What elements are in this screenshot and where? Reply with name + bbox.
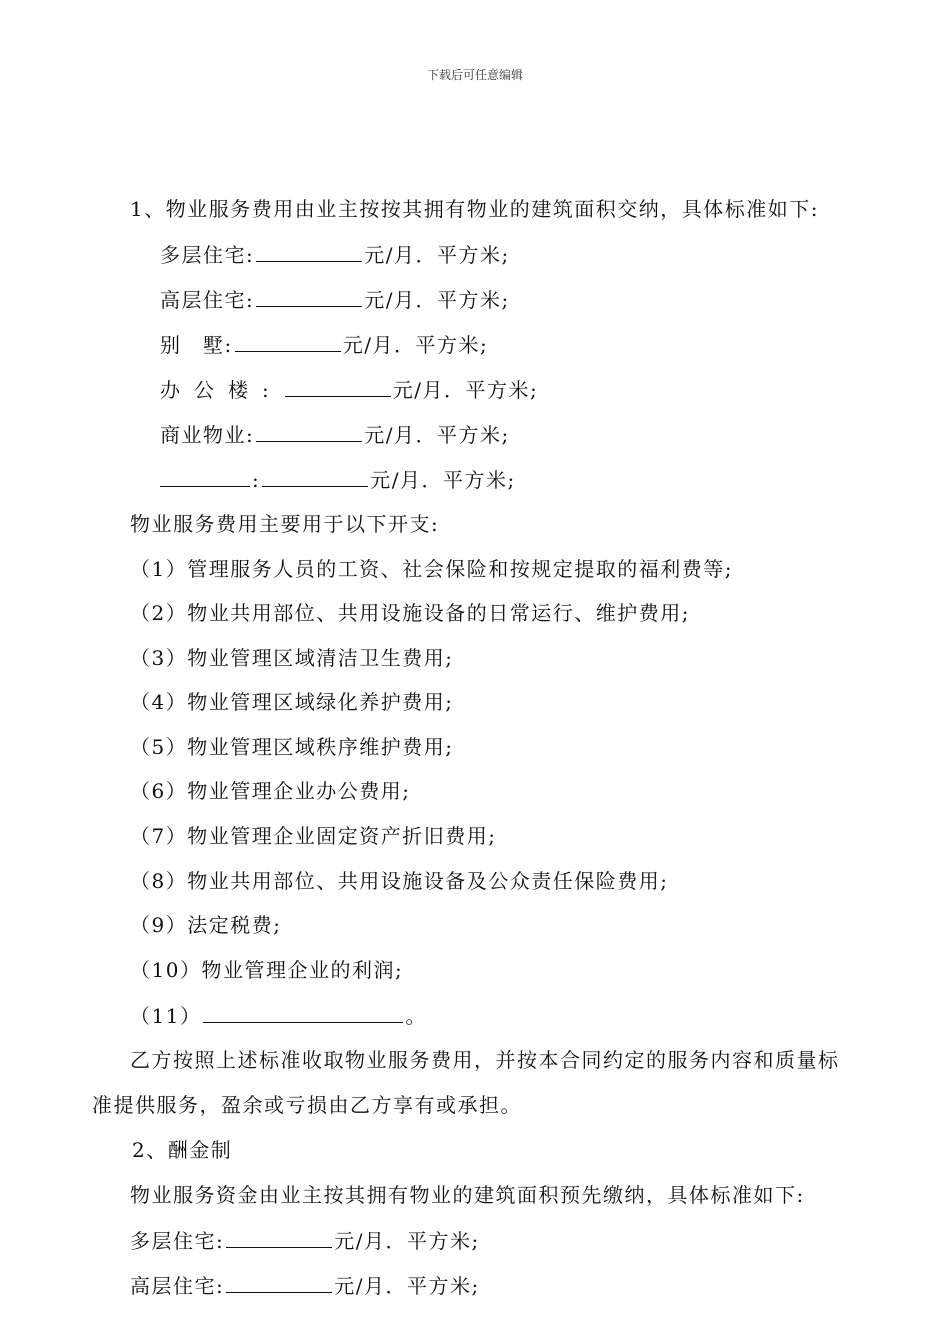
rate-unit: 元/月．平方米; — [334, 1274, 480, 1298]
rate-label: 高层住宅: — [130, 1274, 225, 1298]
rate-blank[interactable] — [262, 466, 368, 487]
expense-intro: 物业服务费用主要用于以下开支: — [130, 512, 440, 536]
rate-label: 多层住宅: — [130, 1229, 225, 1253]
rate-label: 商业物业: — [160, 423, 255, 447]
expense-11-suffix: 。 — [405, 1004, 427, 1028]
expense-11-blank[interactable] — [203, 1002, 403, 1023]
section2-intro: 物业服务资金由业主按其拥有物业的建筑面积预先缴纳，具体标准如下: — [130, 1183, 805, 1207]
expense-item: （10）物业管理企业的利润; — [130, 958, 404, 982]
rate-label: 别 墅: — [160, 333, 233, 357]
expense-item: （5）物业管理区域秩序维护费用; — [130, 735, 454, 759]
rate-unit: 元/月．平方米; — [334, 1229, 480, 1253]
rate-row-multistory — [160, 241, 510, 268]
rate-unit: 元/月．平方米; — [392, 378, 539, 402]
rate-unit: 元/月．平方米; — [364, 423, 510, 447]
rate-label-blank[interactable] — [160, 466, 250, 487]
rate-row-office — [160, 376, 538, 403]
rate-blank[interactable] — [226, 1227, 332, 1248]
expense-item: （9）法定税费; — [130, 913, 282, 937]
expense-item: （1）管理服务人员的工资、社会保险和按规定提取的福利费等; — [130, 557, 733, 581]
expense-item: （2）物业共用部位、共用设施设备的日常运行、维护费用; — [130, 601, 690, 625]
rate-row-other — [160, 466, 516, 493]
expense-item: （3）物业管理区域清洁卫生费用; — [130, 646, 454, 670]
rate-label: 办公楼: — [160, 378, 283, 402]
rate-blank[interactable] — [256, 286, 362, 307]
rate-row-villa — [160, 331, 488, 358]
rate-unit: 元/月．平方米; — [364, 288, 510, 312]
section1-intro: 1、物业服务费用由业主按按其拥有物业的建筑面积交纳，具体标准如下: — [130, 197, 819, 221]
section2-title: 2、酬金制 — [132, 1138, 233, 1162]
rate-label: : — [252, 468, 261, 492]
rate-row-commercial — [160, 421, 510, 448]
rate-blank[interactable] — [226, 1272, 332, 1293]
section2-rate-row-multistory — [130, 1227, 480, 1254]
expense-item: （8）物业共用部位、共用设施设备及公众责任保险费用; — [130, 869, 669, 893]
rate-unit: 元/月．平方米; — [364, 243, 510, 267]
rate-blank[interactable] — [285, 376, 391, 397]
rate-blank[interactable] — [235, 331, 341, 352]
rate-blank[interactable] — [256, 421, 362, 442]
section2-rate-row-highrise — [130, 1272, 480, 1299]
closing-line-2: 准提供服务，盈余或亏损由乙方享有或承担。 — [92, 1093, 522, 1117]
expense-item: （4）物业管理区域绿化养护费用; — [130, 690, 454, 714]
rate-label: 高层住宅: — [160, 288, 255, 312]
rate-blank[interactable] — [256, 241, 362, 262]
rate-label: 多层住宅: — [160, 243, 255, 267]
expense-item: （6）物业管理企业办公费用; — [130, 779, 411, 803]
expense-11-prefix: （11） — [130, 1004, 202, 1028]
rate-unit: 元/月．平方米; — [342, 333, 489, 357]
rate-unit: 元/月．平方米; — [370, 468, 516, 492]
rate-row-highrise — [160, 286, 510, 313]
page-header: 下载后可任意编辑 — [426, 68, 523, 82]
expense-item-11 — [130, 1002, 427, 1029]
expense-item: （7）物业管理企业固定资产折旧费用; — [130, 824, 497, 848]
closing-line-1: 乙方按照上述标准收取物业服务费用，并按本合同约定的服务内容和质量标 — [130, 1048, 840, 1072]
